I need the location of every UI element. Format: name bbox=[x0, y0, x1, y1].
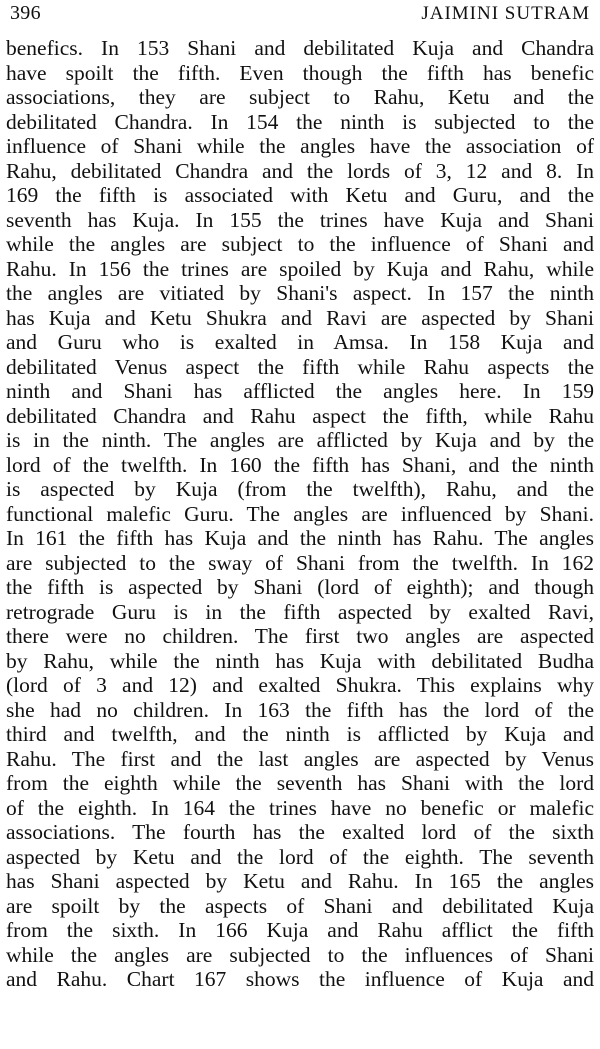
text-line: debilitated Venus aspect the fifth while Rahu aspects the bbox=[6, 354, 594, 379]
text-line: third and twelfth, and the ninth is afflicted by Kuja and bbox=[6, 722, 594, 746]
text-line: and Guru who is exalted in Amsa. In 158 Kuja and bbox=[6, 330, 594, 354]
text-line: while the angles are subjected to the influences of Shani bbox=[6, 942, 594, 967]
text-line: of the eighth. In 164 the trines have no benefic or malefic bbox=[6, 795, 594, 820]
text-line: debilitated Chandra and Rahu aspect the fifth, while Rahu bbox=[6, 403, 594, 428]
running-title: JAIMINI SUTRAM bbox=[421, 3, 590, 24]
text-line: have spoilt the fifth. Even though the fifth has benefic bbox=[6, 60, 594, 85]
body-paragraph bbox=[6, 36, 594, 992]
text-line: is aspected by Kuja (from the twelfth), Rahu, and the bbox=[6, 477, 594, 501]
text-line: benefics. In 153 Shani and debilitated Kuja and Chandra bbox=[6, 36, 594, 60]
text-line: seventh has Kuja. In 155 the trines have Kuja and Shani bbox=[6, 207, 594, 232]
text-line: from the eighth while the seventh has Shani with the lord bbox=[6, 771, 594, 795]
text-line: from the sixth. In 166 Kuja and Rahu afflict the fifth bbox=[6, 918, 594, 942]
text-line: while the angles are subject to the influence of Shani and bbox=[6, 232, 594, 256]
text-line: Rahu. In 156 the trines are spoiled by Kuja and Rahu, while bbox=[6, 256, 594, 281]
text-line: the fifth is aspected by Shani (lord of eighth); and though bbox=[6, 575, 594, 599]
page-number: 396 bbox=[10, 2, 41, 24]
text-line: Rahu. The first and the last angles are aspected by Venus bbox=[6, 746, 594, 771]
text-line: aspected by Ketu and the lord of the eighth. The seventh bbox=[6, 844, 594, 869]
text-line: has Kuja and Ketu Shukra and Ravi are aspected by Shani bbox=[6, 305, 594, 330]
text-line: has Shani aspected by Ketu and Rahu. In 165 the angles bbox=[6, 869, 594, 893]
text-line: debilitated Chandra. In 154 the ninth is subjected to the bbox=[6, 109, 594, 134]
text-line: lord of the twelfth. In 160 the fifth has Shani, and the ninth bbox=[6, 452, 594, 477]
text-line: associations, they are subject to Rahu, Ketu and the bbox=[6, 85, 594, 109]
text-line: associations. The fourth has the exalted lord of the sixth bbox=[6, 820, 594, 844]
text-line: (lord of 3 and 12) and exalted Shukra. This explains why bbox=[6, 673, 594, 697]
text-line: functional malefic Guru. The angles are influenced by Shani. bbox=[6, 501, 594, 526]
text-line: 169 the fifth is associated with Ketu and Guru, and the bbox=[6, 183, 594, 207]
text-line: by Rahu, while the ninth has Kuja with debilitated Budha bbox=[6, 648, 594, 673]
text-line: and Rahu. Chart 167 shows the influence of Kuja and bbox=[6, 967, 594, 991]
text-line: there were no children. The first two angles are aspected bbox=[6, 624, 594, 648]
text-line: is in the ninth. The angles are afflicted by Kuja and by the bbox=[6, 428, 594, 452]
text-line: ninth and Shani has afflicted the angles here. In 159 bbox=[6, 379, 594, 403]
text-line: Rahu, debilitated Chandra and the lords of 3, 12 and 8. In bbox=[6, 158, 594, 183]
page-header bbox=[6, 0, 594, 36]
text-line: she had no children. In 163 the fifth has the lord of the bbox=[6, 697, 594, 722]
text-line: In 161 the fifth has Kuja and the ninth has Rahu. The angles bbox=[6, 526, 594, 550]
text-line: the angles are vitiated by Shani's aspect. In 157 the ninth bbox=[6, 281, 594, 305]
text-line: influence of Shani while the angles have the association of bbox=[6, 134, 594, 158]
text-line: are spoilt by the aspects of Shani and debilitated Kuja bbox=[6, 893, 594, 918]
text-line: retrograde Guru is in the fifth aspected by exalted Ravi, bbox=[6, 599, 594, 624]
text-line: are subjected to the sway of Shani from the twelfth. In 162 bbox=[6, 550, 594, 575]
